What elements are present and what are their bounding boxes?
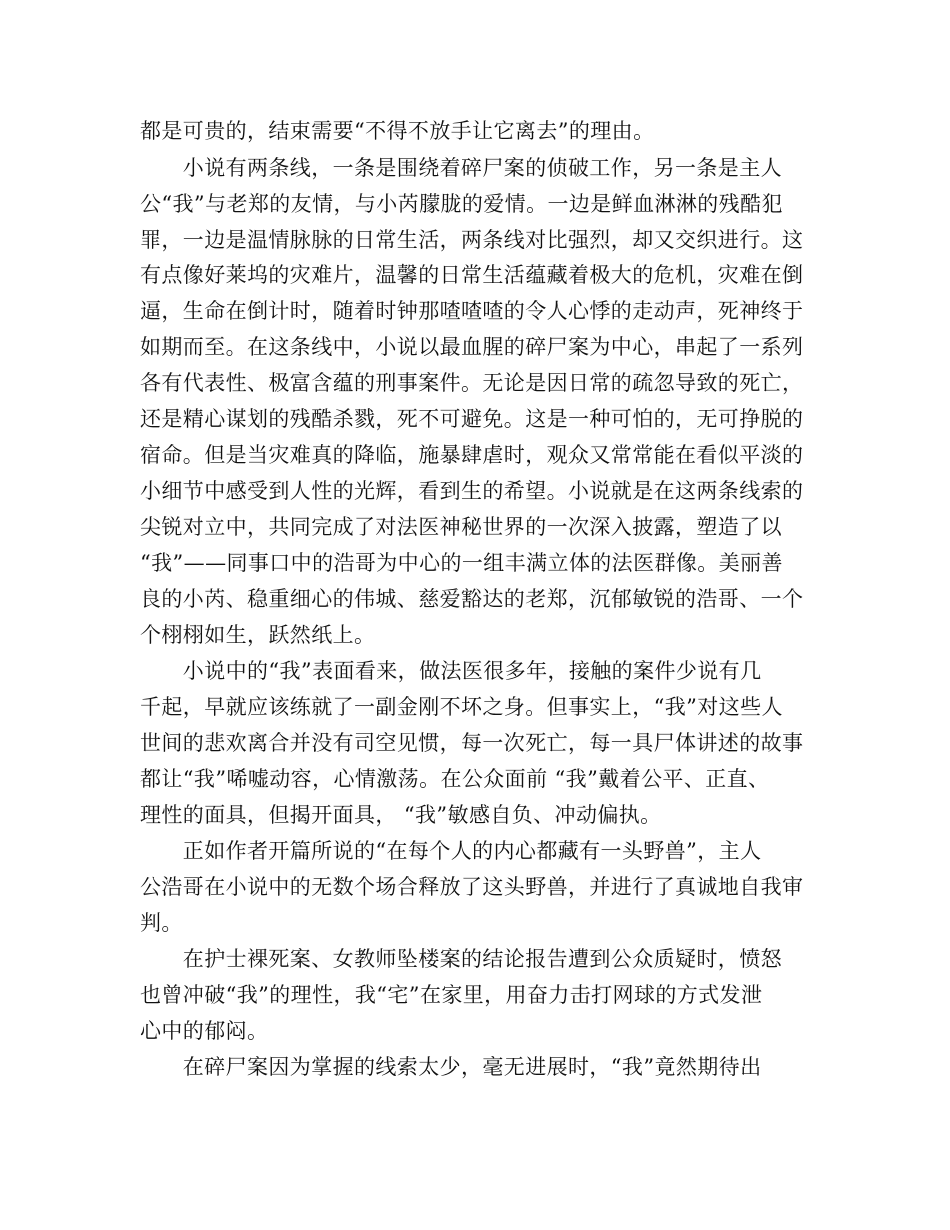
text-line: 千起，早就应该练就了一副金刚不坏之身。但事实上，“我”对这些人 bbox=[140, 695, 783, 719]
text-line: 心中的郁闷。 bbox=[140, 1019, 269, 1043]
text-line: 公“我”与老郑的友情，与小芮朦胧的爱情。一边是鲜血淋淋的残酷犯 bbox=[140, 192, 783, 216]
text-line: 也曾冲破“我”的理性，我“宅”在家里，用奋力击打网球的方式发泄 bbox=[140, 983, 763, 1007]
text-line: 世间的悲欢离合并没有司空见惯，每一次死亡，每一具尸体讲述的故事 bbox=[140, 731, 804, 755]
text-line: 良的小芮、稳重细心的伟城、慈爱豁达的老郑，沉郁敏锐的浩哥、一个 bbox=[140, 587, 804, 611]
text-line: 在碎尸案因为掌握的线索太少，毫无进展时，“我”竟然期待出 bbox=[140, 1055, 762, 1079]
text-line: 小说中的“我”表面看来，做法医很多年，接触的案件少说有几 bbox=[140, 659, 762, 683]
text-line: 都让“我”唏嘘动容，心情激荡。在公众面前 “我”戴着公平、正直、 bbox=[140, 767, 770, 791]
text-line: 都是可贵的，结束需要“不得不放手让它离去”的理由。 bbox=[140, 119, 655, 143]
text-line: 如期而至。在这条线中，小说以最血腥的碎尸案为中心，串起了一系列 bbox=[140, 335, 804, 359]
text-line: 小说有两条线，一条是围绕着碎尸案的侦破工作，另一条是主人 bbox=[140, 156, 782, 180]
text-line: 理性的面具，但揭开面具， “我”敏感自负、冲动偏执。 bbox=[140, 803, 662, 827]
text-line: 在护士裸死案、女教师坠楼案的结论报告遭到公众质疑时，愤怒 bbox=[140, 947, 782, 971]
text-line: 个栩栩如生，跃然纸上。 bbox=[140, 623, 376, 647]
text-line: 罪，一边是温情脉脉的日常生活，两条线对比强烈，却又交织进行。这 bbox=[140, 228, 804, 252]
text-line: 各有代表性、极富含蕴的刑事案件。无论是因日常的疏忽导致的死亡， bbox=[140, 371, 804, 395]
text-line: 有点像好莱坞的灾难片，温馨的日常生活蕴藏着极大的危机，灾难在倒 bbox=[140, 263, 804, 287]
text-line: 宿命。但是当灾难真的降临，施暴肆虐时，观众又常常能在看似平淡的 bbox=[140, 443, 804, 467]
text-line: “我”——同事口中的浩哥为中心的一组丰满立体的法医群像。美丽善 bbox=[140, 551, 783, 575]
text-line: 逼，生命在倒计时，随着时钟那喳喳喳的令人心悸的走动声，死神终于 bbox=[140, 299, 804, 323]
text-line: 小细节中感受到人性的光辉，看到生的希望。小说就是在这两条线索的 bbox=[140, 479, 804, 503]
text-line: 尖锐对立中，共同完成了对法医神秘世界的一次深入披露，塑造了以 bbox=[140, 515, 782, 539]
text-line: 判。 bbox=[140, 911, 183, 935]
text-line: 公浩哥在小说中的无数个场合释放了这头野兽，并进行了真诚地自我审 bbox=[140, 875, 804, 899]
text-line: 还是精心谋划的残酷杀戮，死不可避免。这是一种可怕的，无可挣脱的 bbox=[140, 407, 804, 431]
text-line: 正如作者开篇所说的“在每个人的内心都藏有一头野兽”，主人 bbox=[140, 839, 762, 863]
